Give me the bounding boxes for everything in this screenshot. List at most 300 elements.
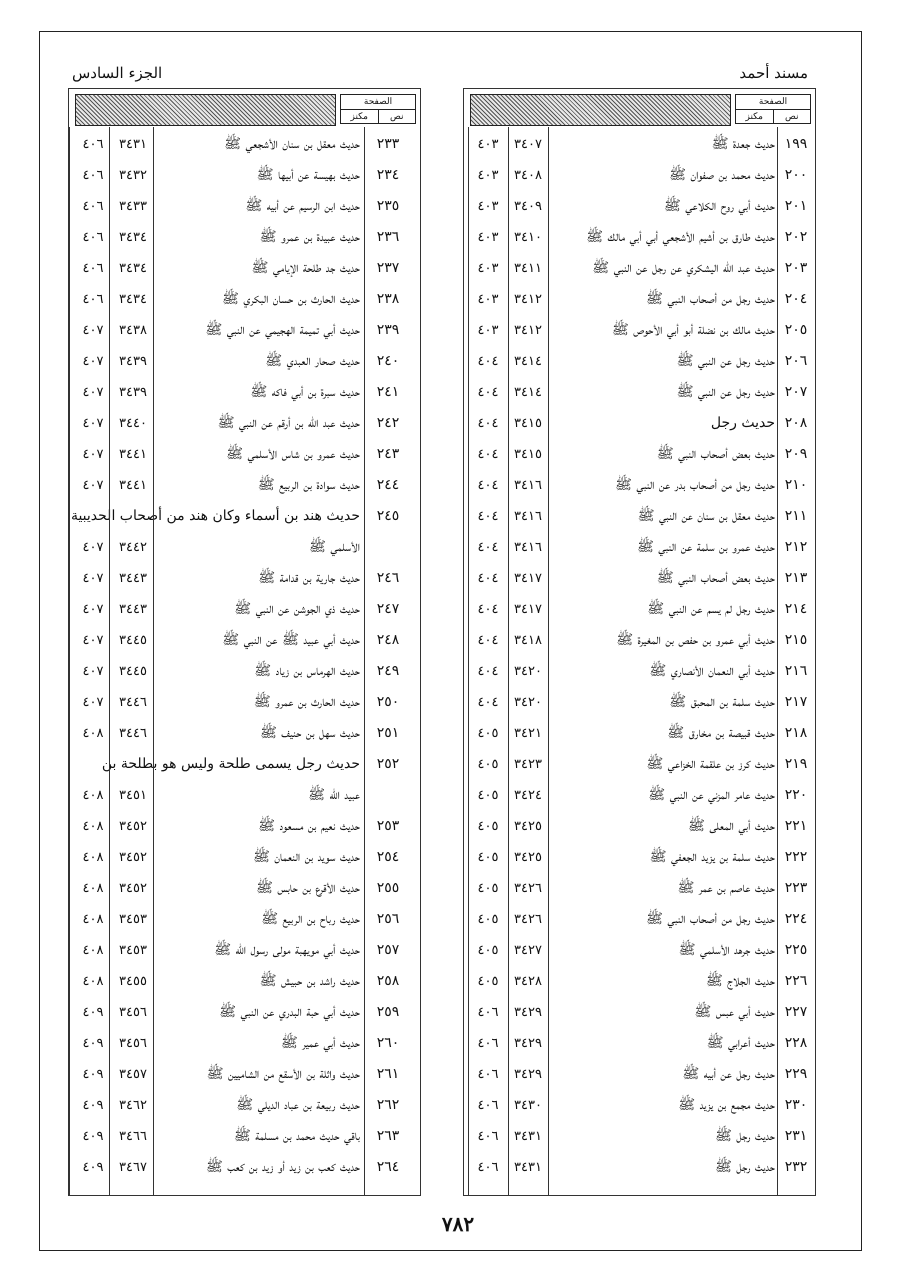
- entry-makniz-page: ٤٠٦: [82, 199, 104, 214]
- entry-title: حديث كرز بن علقمة الخزاعي ﷺ: [646, 756, 775, 772]
- entry-nass-page: ٣٤٦٧: [119, 1160, 147, 1175]
- entry-makniz-page: ٤٠٣: [477, 261, 499, 276]
- index-row: [69, 904, 420, 935]
- index-row: [69, 253, 420, 284]
- column-rule: [548, 127, 549, 1195]
- entry-nass-page: ٣٤٢٦: [514, 881, 542, 896]
- entry-title: حديث جعدة ﷺ: [711, 136, 775, 152]
- entry-makniz-page: ٤٠٤: [477, 447, 499, 462]
- entry-makniz-page: ٤٠٥: [477, 819, 499, 834]
- index-row: [464, 811, 815, 842]
- entry-title: حديث أبي مويهبة مولى رسول الله ﷺ: [214, 942, 360, 958]
- entry-makniz-page: ٤٠٦: [477, 1098, 499, 1113]
- column-rule: [777, 127, 778, 1195]
- entry-title: حديث كعب بن زيد أو زيد بن كعب ﷺ: [205, 1159, 360, 1175]
- makniz-label: مكنز: [341, 110, 379, 124]
- index-row: [464, 408, 815, 439]
- entry-number: ٢٥٢: [376, 756, 400, 772]
- entry-nass-page: ٣٤١٧: [514, 571, 542, 586]
- entry-number: ٢٥٩: [376, 1004, 400, 1020]
- entry-title: حديث رجل من أصحاب بدر عن النبي ﷺ: [615, 477, 775, 493]
- entry-number: ٢١٣: [784, 570, 808, 586]
- entry-makniz-page: ٤٠٤: [477, 602, 499, 617]
- index-row: [464, 966, 815, 997]
- index-row: [69, 160, 420, 191]
- entry-nass-page: ٣٤٢٤: [514, 788, 542, 803]
- entry-number: ٢٠٨: [784, 415, 808, 431]
- index-column-left: [68, 88, 421, 1196]
- entry-number: ٢٢١: [784, 818, 808, 834]
- entry-makniz-page: ٤٠٣: [477, 199, 499, 214]
- entry-title: حديث عبد الله بن أرقم عن النبي ﷺ: [217, 415, 360, 431]
- entry-nass-page: ٣٤٢٧: [514, 943, 542, 958]
- entry-nass-page: ٣٤١٦: [514, 540, 542, 555]
- index-row: [69, 377, 420, 408]
- entry-nass-page: ٣٤٤٣: [119, 602, 147, 617]
- index-row: [464, 1121, 815, 1152]
- entry-makniz-page: ٤٠٧: [82, 447, 104, 462]
- index-row: [69, 1059, 420, 1090]
- entry-number: ٢٠١: [784, 198, 808, 214]
- index-row: [69, 656, 420, 687]
- entry-title: حديث سلمة بن يزيد الجعفي ﷺ: [649, 849, 775, 865]
- index-row: [464, 129, 815, 160]
- index-row: [69, 749, 420, 780]
- entry-nass-page: ٣٤٤٥: [119, 633, 147, 648]
- entry-nass-page: ٣٤٣٩: [119, 385, 147, 400]
- entry-number: ٢١٥: [784, 632, 808, 648]
- index-row: [69, 842, 420, 873]
- entry-makniz-page: ٤٠٧: [82, 602, 104, 617]
- entry-number: ٢٣١: [784, 1128, 808, 1144]
- index-row: [69, 222, 420, 253]
- entry-nass-page: ٣٤٢٩: [514, 1036, 542, 1051]
- entry-nass-page: ٣٤٢٩: [514, 1067, 542, 1082]
- entry-title: حديث الأقرع بن حابس ﷺ: [255, 880, 360, 896]
- entry-makniz-page: ٤٠٧: [82, 695, 104, 710]
- entry-number: ٢٣٧: [376, 260, 400, 276]
- entry-number: ٢٢٢: [784, 849, 808, 865]
- entry-nass-page: ٣٤٢٨: [514, 974, 542, 989]
- entry-number: ٢١٠: [784, 477, 808, 493]
- entry-nass-page: ٣٤٢٦: [514, 912, 542, 927]
- entry-makniz-page: ٤٠٦: [477, 1067, 499, 1082]
- entry-title: حديث عبد الله اليشكري عن رجل عن النبي ﷺ: [592, 260, 775, 276]
- entry-makniz-page: ٤٠٣: [477, 323, 499, 338]
- entry-makniz-page: ٤٠٩: [82, 1036, 104, 1051]
- entry-title: حديث نعيم بن مسعود ﷺ: [258, 818, 360, 834]
- entry-number: ٢٣٢: [784, 1159, 808, 1175]
- entry-nass-page: ٣٤٠٨: [514, 168, 542, 183]
- index-row: [69, 1152, 420, 1183]
- entry-title: حديث أعرابي ﷺ: [706, 1035, 775, 1051]
- entry-makniz-page: ٤٠٥: [477, 788, 499, 803]
- entry-makniz-page: ٤٠٥: [477, 881, 499, 896]
- entry-title: حديث واثلة بن الأسقع من الشاميين ﷺ: [206, 1066, 360, 1082]
- index-row: [464, 718, 815, 749]
- entry-number: ٢٣٠: [784, 1097, 808, 1113]
- index-row: [69, 873, 420, 904]
- entry-title: حديث الحارث بن عمرو ﷺ: [253, 694, 360, 710]
- entry-number: ٢٠٦: [784, 353, 808, 369]
- index-row: [464, 780, 815, 811]
- index-row: [464, 315, 815, 346]
- entry-title: حديث أبي المعلى ﷺ: [687, 818, 775, 834]
- index-column-right: [463, 88, 816, 1196]
- entry-number: ٢٣٨: [376, 291, 400, 307]
- entry-title: الأسلمي ﷺ: [308, 539, 360, 555]
- entry-title: حديث ربيعة بن عباد الديلي ﷺ: [236, 1097, 360, 1113]
- entry-title: حديث محمد بن صفوان ﷺ: [669, 167, 775, 183]
- index-row: [69, 129, 420, 160]
- entry-number: ٢٠٠: [784, 167, 808, 183]
- index-row: [464, 253, 815, 284]
- entry-makniz-page: ٤٠٨: [82, 788, 104, 803]
- entry-title: حديث مجمع بن يزيد ﷺ: [678, 1097, 775, 1113]
- entry-makniz-page: ٤٠٦: [82, 292, 104, 307]
- entry-number: ٢٤١: [376, 384, 400, 400]
- entry-title: حديث رجل: [710, 415, 775, 431]
- entry-number: ٢٠٣: [784, 260, 808, 276]
- entry-nass-page: ٣٤٢٥: [514, 850, 542, 865]
- nass-label: نص: [389, 112, 404, 122]
- entry-number: ٢٣٩: [376, 322, 400, 338]
- entry-makniz-page: ٤٠٧: [82, 633, 104, 648]
- entry-title: حديث سهل بن حنيف ﷺ: [259, 725, 360, 741]
- entry-number: ٢٦٤: [376, 1159, 400, 1175]
- entry-nass-page: ٣٤٣٤: [119, 261, 147, 276]
- entry-nass-page: ٣٤٠٧: [514, 137, 542, 152]
- entry-makniz-page: ٤٠٥: [477, 757, 499, 772]
- entry-makniz-page: ٤٠٤: [477, 664, 499, 679]
- index-row: [464, 935, 815, 966]
- entry-number: ٢١٤: [784, 601, 808, 617]
- entry-nass-page: ٣٤٤٣: [119, 571, 147, 586]
- entry-nass-page: ٣٤٢٣: [514, 757, 542, 772]
- entry-nass-page: ٣٤٣٢: [119, 168, 147, 183]
- entry-number: ٢٤٥: [376, 508, 400, 524]
- entry-title: عبيد الله ﷺ: [308, 787, 360, 803]
- index-row: [69, 935, 420, 966]
- entry-nass-page: ٣٤٣١: [514, 1160, 542, 1175]
- index-row: [464, 160, 815, 191]
- column-rule: [153, 127, 154, 1195]
- index-row: [69, 997, 420, 1028]
- entry-nass-page: ٣٤٥٢: [119, 881, 147, 896]
- entry-nass-page: ٣٤١٦: [514, 509, 542, 524]
- entry-makniz-page: ٤٠٨: [82, 974, 104, 989]
- entry-nass-page: ٣٤١٨: [514, 633, 542, 648]
- entry-title: حديث الهرماس بن زياد ﷺ: [254, 663, 360, 679]
- entry-makniz-page: ٤٠٧: [82, 478, 104, 493]
- entry-nass-page: ٣٤٥١: [119, 788, 147, 803]
- index-row: [69, 687, 420, 718]
- entry-nass-page: ٣٤١٥: [514, 416, 542, 431]
- page-ref-box: [340, 94, 416, 124]
- entry-number: ٢٤٠: [376, 353, 400, 369]
- entry-nass-page: ٣٤٥٣: [119, 943, 147, 958]
- index-row: [464, 594, 815, 625]
- entry-title: حديث عاصم بن عمر ﷺ: [677, 880, 775, 896]
- entry-nass-page: ٣٤٥٢: [119, 850, 147, 865]
- entry-number: ٢٤٧: [376, 601, 400, 617]
- entry-title: حديث رجل لم يسم عن النبي ﷺ: [647, 601, 775, 617]
- index-row: [69, 501, 420, 532]
- index-row: [464, 1028, 815, 1059]
- entry-title: حديث جرهد الأسلمي ﷺ: [678, 942, 775, 958]
- entry-makniz-page: ٤٠٧: [82, 354, 104, 369]
- index-row: [69, 315, 420, 346]
- entry-title: حديث سبرة بن أبي فاكه ﷺ: [250, 384, 360, 400]
- index-row: [464, 842, 815, 873]
- index-row: [464, 222, 815, 253]
- index-row: [69, 191, 420, 222]
- entry-title: حديث أبي حبة البدري عن النبي ﷺ: [219, 1004, 360, 1020]
- entry-title: حديث أبي عبس ﷺ: [694, 1004, 775, 1020]
- entry-number: ٢١١: [784, 508, 808, 524]
- entry-makniz-page: ٤٠٦: [82, 137, 104, 152]
- entry-title: حديث جارية بن قدامة ﷺ: [258, 570, 360, 586]
- column-header: [464, 89, 815, 127]
- index-row: [69, 346, 420, 377]
- entry-makniz-page: ٤٠٦: [82, 261, 104, 276]
- index-row: [464, 625, 815, 656]
- entry-number: ٢١٧: [784, 694, 808, 710]
- entry-title: حديث سويد بن النعمان ﷺ: [253, 849, 360, 865]
- entry-title: حديث رباح بن الربيع ﷺ: [261, 911, 360, 927]
- entry-title: حديث بهيسة عن أبيها ﷺ: [256, 167, 360, 183]
- index-row: [464, 873, 815, 904]
- entry-title: حديث عمرو بن شاس الأسلمي ﷺ: [226, 446, 360, 462]
- entry-nass-page: ٣٤٤٠: [119, 416, 147, 431]
- index-row: [464, 346, 815, 377]
- entry-makniz-page: ٤٠٤: [477, 354, 499, 369]
- entry-nass-page: ٣٤١١: [514, 261, 542, 276]
- entry-makniz-page: ٤٠٤: [477, 385, 499, 400]
- entry-makniz-page: ٤٠٧: [82, 664, 104, 679]
- index-row: [69, 780, 420, 811]
- entry-number: ٢٥١: [376, 725, 400, 741]
- column-header: [69, 89, 420, 127]
- entry-makniz-page: ٤٠٧: [82, 385, 104, 400]
- index-row: [69, 966, 420, 997]
- entry-makniz-page: ٤٠٤: [477, 633, 499, 648]
- entry-number: ٢٤٩: [376, 663, 400, 679]
- index-row: [69, 408, 420, 439]
- entry-nass-page: ٣٤١٤: [514, 354, 542, 369]
- page-label: الصفحة: [736, 95, 810, 110]
- index-row: [464, 470, 815, 501]
- entry-makniz-page: ٤٠٩: [82, 1160, 104, 1175]
- entry-title: حديث رجل يسمى طلحة وليس هو بطلحة بن: [101, 756, 360, 772]
- entry-nass-page: ٣٤١٥: [514, 447, 542, 462]
- entry-nass-page: ٣٤٣٠: [514, 1098, 542, 1113]
- entry-number: ٢٣٥: [376, 198, 400, 214]
- entry-nass-page: ٣٤١٢: [514, 292, 542, 307]
- column-rule: [364, 127, 365, 1195]
- entry-nass-page: ٣٤٥٦: [119, 1036, 147, 1051]
- entry-title: حديث رجل عن النبي ﷺ: [676, 384, 775, 400]
- entry-number: ٢٥٥: [376, 880, 400, 896]
- index-row: [69, 625, 420, 656]
- entry-makniz-page: ٤٠٤: [477, 540, 499, 555]
- index-row: [69, 439, 420, 470]
- entry-number: ٢٥٦: [376, 911, 400, 927]
- entry-number: ٢١٦: [784, 663, 808, 679]
- column-rule: [69, 127, 70, 1195]
- index-row: [464, 997, 815, 1028]
- entry-number: ٢٠٧: [784, 384, 808, 400]
- entry-makniz-page: ٤٠٩: [82, 1005, 104, 1020]
- entry-nass-page: ٣٤٢١: [514, 726, 542, 741]
- column-rule: [468, 127, 469, 1195]
- entry-title: حديث هند بن أسماء وكان هند من أصحاب الحديبية: [70, 508, 360, 524]
- entry-makniz-page: ٤٠٧: [82, 416, 104, 431]
- entry-nass-page: ٣٤٣٩: [119, 354, 147, 369]
- entry-makniz-page: ٤٠٩: [82, 1067, 104, 1082]
- entry-nass-page: ٣٤١٧: [514, 602, 542, 617]
- entry-makniz-page: ٤٠٤: [477, 695, 499, 710]
- entry-nass-page: ٣٤١٦: [514, 478, 542, 493]
- entry-title: حديث عبيدة بن عمرو ﷺ: [259, 229, 360, 245]
- entry-title: حديث بعض أصحاب النبي ﷺ: [656, 570, 775, 586]
- index-row: [69, 563, 420, 594]
- entry-makniz-page: ٤٠٦: [477, 1036, 499, 1051]
- entry-number: ٢٦٠: [376, 1035, 400, 1051]
- page-label: الصفحة: [341, 95, 415, 110]
- entry-makniz-page: ٤٠٦: [82, 230, 104, 245]
- entry-number: ٢٢٥: [784, 942, 808, 958]
- running-header-right: مسند أحمد: [739, 64, 808, 82]
- entry-nass-page: ٣٤٥٦: [119, 1005, 147, 1020]
- entry-title: حديث أبي عمير ﷺ: [280, 1035, 360, 1051]
- entry-nass-page: ٣٤٢٠: [514, 664, 542, 679]
- entry-makniz-page: ٤٠٩: [82, 1098, 104, 1113]
- entry-nass-page: ٣٤٢٥: [514, 819, 542, 834]
- index-row: [464, 377, 815, 408]
- entry-makniz-page: ٤٠٤: [477, 416, 499, 431]
- entry-nass-page: ٣٤٥٣: [119, 912, 147, 927]
- entry-number: ٢٤٦: [376, 570, 400, 586]
- entry-title: حديث سلمة بن المحبق ﷺ: [669, 694, 775, 710]
- entry-number: ٢٢٠: [784, 787, 808, 803]
- entry-number: ٢٣٦: [376, 229, 400, 245]
- entry-title: حديث أبي عمرو بن حفص بن المغيرة ﷺ: [616, 632, 775, 648]
- entry-number: ٢٥٨: [376, 973, 400, 989]
- entry-nass-page: ٣٤٤٥: [119, 664, 147, 679]
- entry-number: ٢٢٨: [784, 1035, 808, 1051]
- entry-makniz-page: ٤٠٨: [82, 943, 104, 958]
- entry-title: حديث عامر المزني عن النبي ﷺ: [648, 787, 775, 803]
- page-ref-box: [735, 94, 811, 124]
- index-row: [69, 284, 420, 315]
- entry-title: باقي حديث محمد بن مسلمة ﷺ: [233, 1128, 360, 1144]
- entry-nass-page: ٣٤٢٠: [514, 695, 542, 710]
- header-hatch-band: [470, 94, 731, 126]
- entry-number: ٢٥٣: [376, 818, 400, 834]
- entry-number: ٢٣٣: [376, 136, 400, 152]
- entry-number: ٢١٢: [784, 539, 808, 555]
- entry-title: حديث رجل ﷺ: [714, 1128, 775, 1144]
- entry-nass-page: ٣٤٣٤: [119, 292, 147, 307]
- entry-number: ٢٦٣: [376, 1128, 400, 1144]
- entry-nass-page: ٣٤٦٢: [119, 1098, 147, 1113]
- index-row: [69, 718, 420, 749]
- entry-makniz-page: ٤٠٣: [477, 292, 499, 307]
- entry-nass-page: ٣٤٣١: [514, 1129, 542, 1144]
- entry-nass-page: ٣٤١٤: [514, 385, 542, 400]
- entry-number: ٢٠٢: [784, 229, 808, 245]
- entry-nass-page: ٣٤٥٢: [119, 819, 147, 834]
- entry-title: حديث الجلاج ﷺ: [705, 973, 775, 989]
- entry-nass-page: ٣٤١٢: [514, 323, 542, 338]
- index-row: [69, 811, 420, 842]
- entry-number: ٢٤٤: [376, 477, 400, 493]
- column-rule: [508, 127, 509, 1195]
- entry-makniz-page: ٤٠٨: [82, 726, 104, 741]
- entry-makniz-page: ٤٠٨: [82, 850, 104, 865]
- entry-number: ٢١٩: [784, 756, 808, 772]
- entry-makniz-page: ٤٠٤: [477, 571, 499, 586]
- entry-nass-page: ٣٤٥٥: [119, 974, 147, 989]
- entry-nass-page: ٣٤٣١: [119, 137, 147, 152]
- entry-makniz-page: ٤٠٣: [477, 168, 499, 183]
- entry-number: ٢٤٣: [376, 446, 400, 462]
- entry-title: حديث أبي تميمة الهجيمي عن النبي ﷺ: [205, 322, 360, 338]
- entry-number: ٢١٨: [784, 725, 808, 741]
- entry-title: حديث عمرو بن سلمة عن النبي ﷺ: [636, 539, 775, 555]
- entry-number: ٢٢٩: [784, 1066, 808, 1082]
- page-number: ٧٨٢: [441, 1212, 475, 1236]
- index-row: [464, 656, 815, 687]
- index-row: [69, 594, 420, 625]
- index-row: [464, 1090, 815, 1121]
- entry-title: حديث رجل من أصحاب النبي ﷺ: [646, 291, 775, 307]
- entry-makniz-page: ٤٠٥: [477, 912, 499, 927]
- entry-number: ٢٢٣: [784, 880, 808, 896]
- entry-makniz-page: ٤٠٥: [477, 850, 499, 865]
- entry-makniz-page: ٤٠٣: [477, 230, 499, 245]
- index-row: [69, 1090, 420, 1121]
- entry-makniz-page: ٤٠٥: [477, 726, 499, 741]
- entry-makniz-page: ٤٠٩: [82, 1129, 104, 1144]
- entry-title: حديث مالك بن نضلة أبو أبي الأحوص ﷺ: [611, 322, 775, 338]
- entry-makniz-page: ٤٠٦: [477, 1005, 499, 1020]
- entry-makniz-page: ٤٠٦: [477, 1129, 499, 1144]
- entry-makniz-page: ٤٠٨: [82, 881, 104, 896]
- entry-title: حديث رجل من أصحاب النبي ﷺ: [646, 911, 775, 927]
- entry-nass-page: ٣٤١٠: [514, 230, 542, 245]
- entry-makniz-page: ٤٠٦: [477, 1160, 499, 1175]
- column-rule: [109, 127, 110, 1195]
- entry-makniz-page: ٤٠٨: [82, 819, 104, 834]
- entry-number: ٢٥٤: [376, 849, 400, 865]
- entry-number: ٢٠٥: [784, 322, 808, 338]
- entry-number: ٢٥٠: [376, 694, 400, 710]
- entry-makniz-page: ٤٠٦: [82, 168, 104, 183]
- entry-title: حديث معقل بن سنان الأشجعي ﷺ: [224, 136, 360, 152]
- entry-makniz-page: ٤٠٧: [82, 571, 104, 586]
- index-row: [464, 749, 815, 780]
- entry-nass-page: ٣٤٤٦: [119, 726, 147, 741]
- entry-title: حديث جد طلحة الإيامي ﷺ: [251, 260, 360, 276]
- entry-title: حديث ابن الرسيم عن أبيه ﷺ: [245, 198, 360, 214]
- entry-title: حديث معقل بن سنان عن النبي ﷺ: [637, 508, 775, 524]
- entry-title: حديث صحار العبدي ﷺ: [265, 353, 360, 369]
- entry-number: ٢٥٧: [376, 942, 400, 958]
- entry-title: حديث أبي روح الكلاعي ﷺ: [663, 198, 775, 214]
- entry-nass-page: ٣٤٣٤: [119, 230, 147, 245]
